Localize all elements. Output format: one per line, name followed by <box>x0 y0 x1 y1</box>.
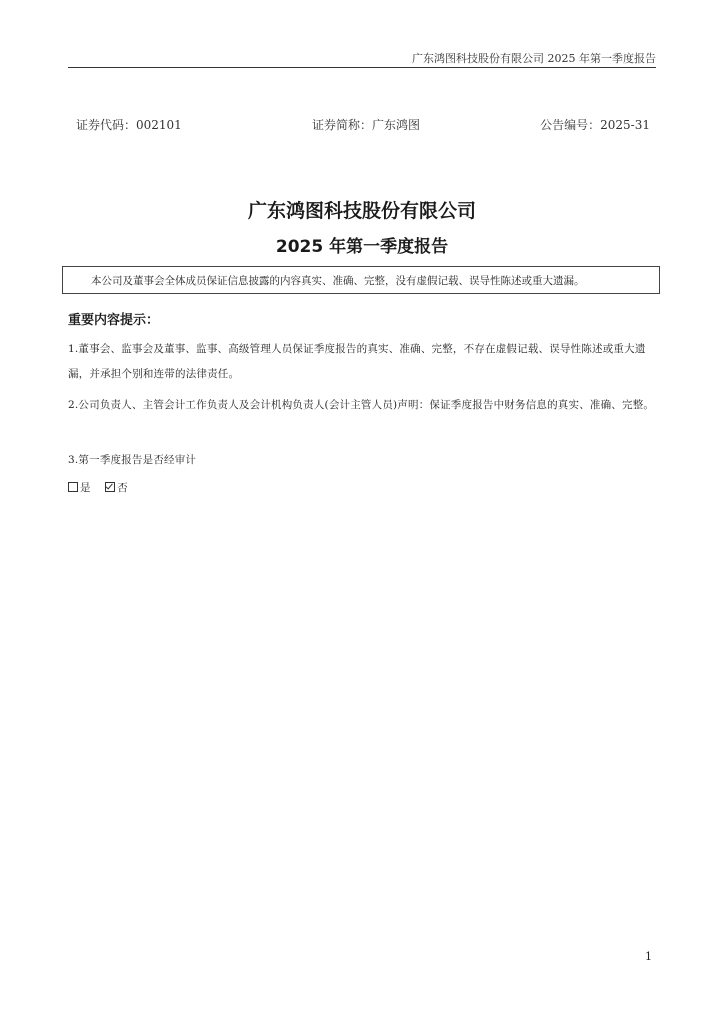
company-title: 广东鸿图科技股份有限公司 <box>247 200 476 222</box>
audit-yes-label: 是 <box>80 482 91 494</box>
important-note-1: 1.董事会、监事会及董事、监事、高级管理人员保证季度报告的真实、准确、完整，不存在虚假记载、误导性陈述或重大遗漏，并承担个别和连带的法律责任。 <box>68 343 646 380</box>
important-note-2: 2.公司负责人、主管会计工作负责人及会计机构负责人(会计主管人员)声明：保证季度报告中财务信息的真实、准确、完整。 <box>68 399 655 411</box>
important-notes-heading: 重要内容提示： <box>68 313 160 328</box>
audit-no-checkbox[interactable] <box>105 482 115 492</box>
report-title: 2025 年第一季度报告 <box>275 237 449 257</box>
audit-yes-checkbox[interactable] <box>68 482 78 492</box>
disclaimer-box: 本公司及董事会全体成员保证信息披露的内容真实、准确、完整，没有虚假记载、误导性陈述或重大遗漏。 <box>62 266 660 294</box>
audit-options <box>68 480 128 495</box>
stock-abbreviation: 证券简称：广东鸿图 <box>312 118 421 132</box>
audit-no-label: 否 <box>117 482 128 494</box>
stock-code: 证券代码：002101 <box>76 118 182 132</box>
important-note-3: 3.第一季度报告是否经审计 <box>68 454 197 466</box>
header-rule <box>68 67 656 68</box>
running-header: 广东鸿图科技股份有限公司 2025 年第一季度报告 <box>412 52 656 65</box>
announcement-number: 公告编号：2025-31 <box>540 118 650 132</box>
page-number: 1 <box>645 950 652 963</box>
